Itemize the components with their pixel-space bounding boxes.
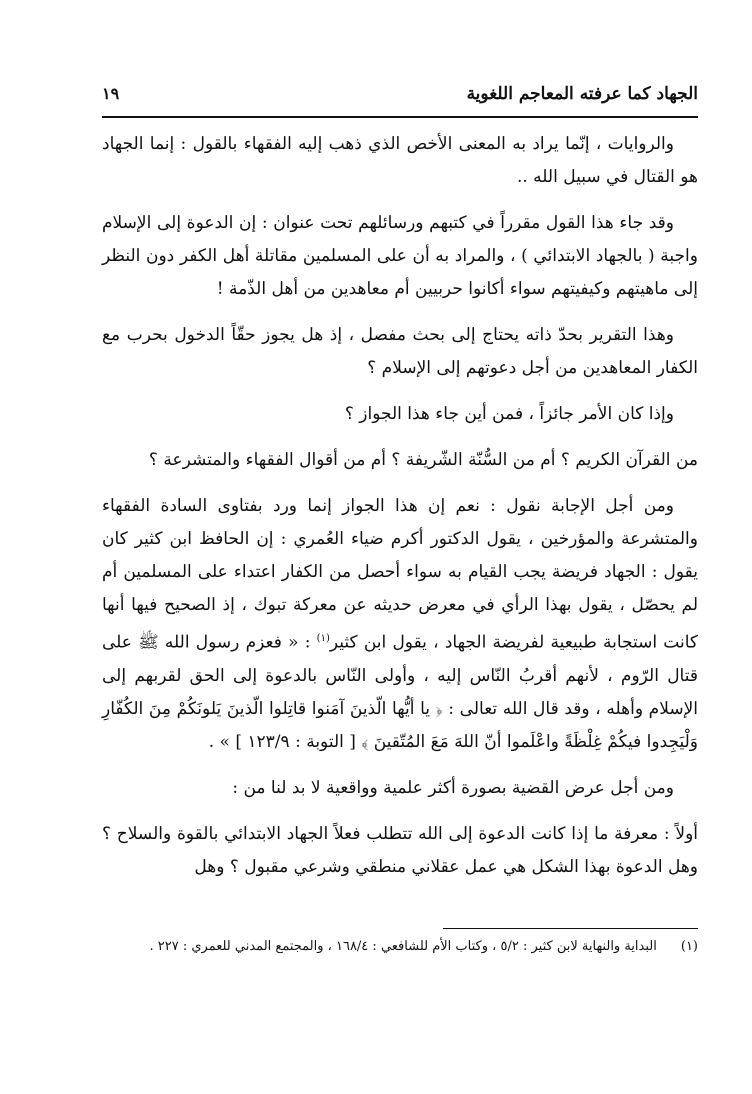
paragraph-4: وإذا كان الأمر جائزاً ، فمن أين جاء هذا الجواز ؟ — [344, 404, 674, 424]
footnote-text: البداية والنهاية لابن كثير : ٥/٢ ، وكتاب الأم للشافعي : ١٦٨/٤ ، والمجتمع المدني للعمري : ٢٢٧ . — [149, 939, 657, 954]
paragraph-8: أولاً : معرفة ما إذا كانت الدعوة إلى الله تتطلب فعلاً الجهاد الابتدائي بالقوة والسلاح ؟ وهل الدعوة بهذا الشكل هي عمل عقلاني منطقي وشرعي مقبول ؟ وهل — [102, 823, 698, 877]
running-title: الجهاد كما عرفته المعاجم اللغوية — [466, 84, 698, 104]
paragraph-5: من القرآن الكريم ؟ أم من السُّنّة الشّريفة ؟ أم من أقوال الفقهاء والمتشرعة ؟ — [148, 450, 698, 470]
running-header — [102, 80, 698, 114]
header-rule — [102, 116, 698, 118]
page-number: ١٩ — [102, 84, 120, 103]
body-text — [102, 128, 698, 897]
paragraph-1: والروايات ، إنّما يراد به المعنى الأخص الذي ذهب إليه الفقهاء بالقول : إنما الجهاد هو القتال في سبيل الله .. — [102, 134, 698, 187]
paragraph-6-part-1: ومن أجل الإجابة نقول : نعم إن هذا الجواز إنما ورد بفتاوى السادة الفقهاء والمتشرعة والمؤرخين ، يقول الدكتور أكرم ضياء العُمري : إن الحافظ ابن كثير كان يقول : الجهاد فريضة يجب القيام به سواء أحصل من الكفار اعتداء على المسلمين أم لم يحصّل ، يقول بهذا الرأي في معرض حديثه عن معركة تبوك ، إذ الصحيح فيها أنها كانت استجابة طبيعية لفريضة الجهاد ، يقول ابن كثير — [102, 496, 698, 653]
footnote-reference[interactable]: (١) — [316, 633, 330, 644]
paragraph-3: وهذا التقرير بحدّ ذاته يحتاج إلى بحث مفصل ، إذ هل يجوز حقّاً الدخول بحرب مع الكفار المعاهدين من أجل دعوتهم إلى الإسلام ؟ — [102, 325, 698, 378]
footnote-mark: (١) — [680, 939, 698, 954]
paragraph-2: وقد جاء هذا القول مقرراً في كتبهم ورسائلهم تحت عنوان : إن الدعوة إلى الإسلام واجبة ( بالجهاد الابتدائي ) ، والمراد به أن على المسلمين مقاتلة أهل الكفر دون النظر إلى ماهيتهم وكيفيتهم سواء أكانوا حربيين أم معاهدين من أهل الذّمة ! — [102, 213, 698, 299]
footnote — [102, 937, 698, 957]
paragraph-7: ومن أجل عرض القضية بصورة أكثر علمية وواقعية لا بد لنا من : — [232, 777, 674, 798]
paragraph-6 — [102, 490, 698, 759]
paragraph-6-part-2: : « فعزم رسول الله ﷺ على قتال الرّوم ، لأنهم أقربُ النّاس إليه ، وأولى النّاس بالدعوة إلى الحق لقربهم إلى الإسلام وأهله ، وقد قال الله تعالى : ﴿ يا أيُّها الّذينَ آمَنوا قاتِلوا الّذينَ يَلونَكُمْ مِنَ الكُفّارِ وَلْيَجِدوا فيكُمْ غِلْظَةً واعْلَموا أنّ اللهَ مَعَ المُتّقينَ ﴾ [ التوبة : ١٢٣/٩ ] » . — [102, 632, 698, 752]
footnote-rule — [443, 928, 698, 929]
